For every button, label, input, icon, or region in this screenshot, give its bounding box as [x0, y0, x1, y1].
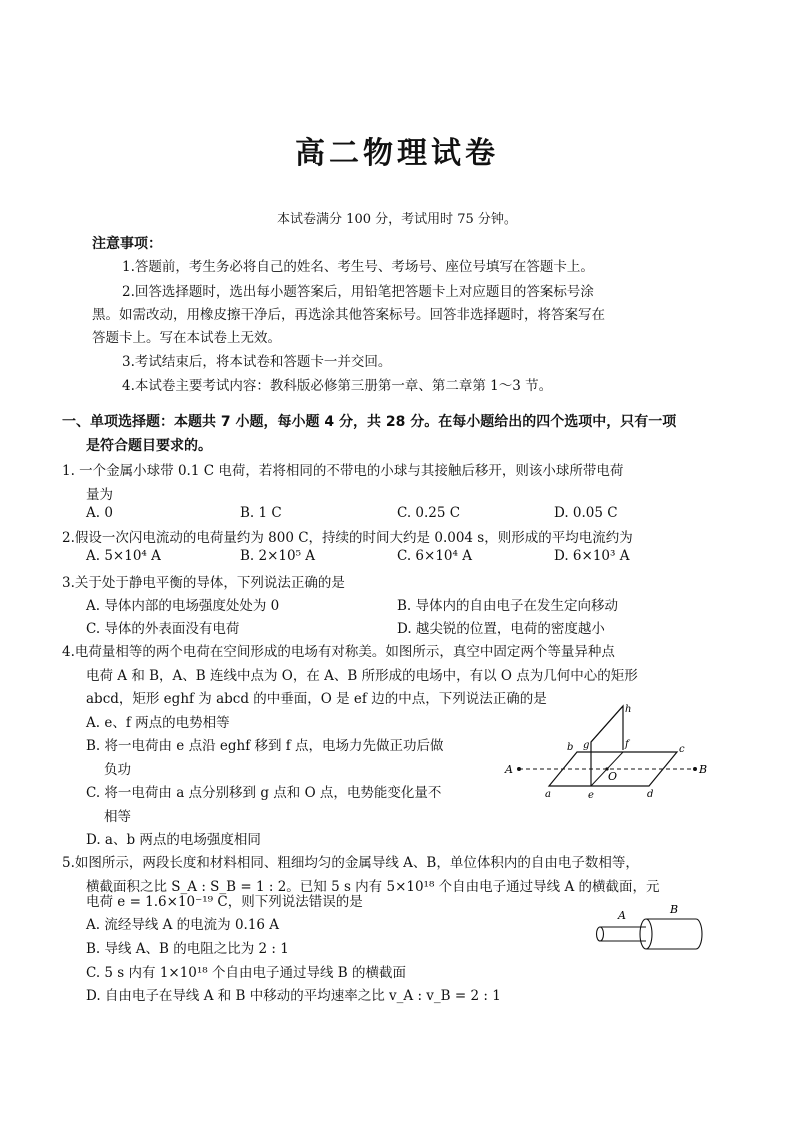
option-a: A. 流经导线 A 的电流为 0.16 A	[86, 917, 280, 933]
label-b-charge: B	[699, 763, 708, 776]
question-stem: abcd，矩形 eghf 为 abcd 的中垂面，O 是 ef 边的中点，下列说法正确的是	[86, 691, 547, 707]
option-c: C. 5 s 内有 1×10¹⁸ 个自由电子通过导线 B 的横截面	[86, 965, 407, 981]
question-stem: 4.电荷量相等的两个电荷在空间形成的电场有对称美。如图所示，真空中固定两个等量异种点	[62, 644, 615, 660]
option-c: C. 导体的外表面没有电荷	[86, 621, 240, 637]
option-d: D. 6×10³ A	[554, 548, 630, 564]
question-stem: 电荷 e = 1.6×10⁻¹⁹ C，则下列说法错误的是	[86, 894, 363, 910]
option-b: B. 2×10⁵ A	[240, 548, 316, 564]
question-stem: 量为	[86, 487, 113, 503]
label-c: c	[679, 744, 685, 755]
option-c: C. 0.25 C	[397, 505, 461, 521]
wire-diagram	[590, 905, 710, 955]
option-b: B. 将一电荷由 e 点沿 eghf 移到 f 点，电场力先做正功后做	[86, 738, 444, 754]
label-b: b	[567, 742, 574, 753]
notice-item: 3.考试结束后，将本试卷和答题卡一并交回。	[122, 354, 392, 370]
question-stem: 横截面积之比 S_A : S_B = 1 : 2。已知 5 s 内有 5×10¹⁸ 个自由电子通过导线 A 的横截面，元	[86, 879, 660, 895]
option-a: A. 5×10⁴ A	[86, 548, 161, 564]
option-b: B. 导线 A、B 的电阻之比为 2 : 1	[86, 941, 289, 957]
question-stem: 电荷 A 和 B，A、B 连线中点为 O，在 A、B 所形成的电场中，有以 O 点为几何中心的矩形	[86, 668, 638, 684]
question-stem: 5.如图所示，两段长度和材料相同、粗细均匀的金属导线 A、B，单位体积内的自由电子数相等，	[62, 855, 639, 871]
option-c-cont: 相等	[104, 809, 131, 825]
label-a-charge: A	[505, 763, 513, 776]
option-a: A. 导体内部的电场强度处处为 0	[86, 598, 280, 614]
wire-a-end	[597, 927, 604, 941]
label-e: e	[588, 790, 594, 801]
question-stem: 3.关于处于静电平衡的导体，下列说法正确的是	[62, 575, 345, 591]
question-stem: 2.假设一次闪电流动的电荷量约为 800 C，持续的时间大约是 0.004 s，则形成的平均电流约为	[62, 530, 633, 546]
option-d: D. 越尖锐的位置，电荷的密度越小	[397, 621, 605, 637]
option-d: D. 0.05 C	[554, 505, 618, 521]
notice-heading: 注意事项：	[92, 236, 162, 252]
notice-item: 2.回答选择题时，选出每小题答案后，用铅笔把答题卡上对应题目的答案标号涂	[122, 284, 594, 300]
rectangle-eghf	[591, 706, 623, 786]
exam-info: 本试卷满分 100 分，考试用时 75 分钟。	[277, 212, 517, 227]
notice-item: 答题卡上。写在本试卷上无效。	[92, 330, 281, 346]
label-h: h	[625, 704, 632, 715]
notice-item: 黑。如需改动，用橡皮擦干净后，再选涂其他答案标号。回答非选择题时，将答案写在	[92, 307, 605, 323]
option-b-cont: 负功	[104, 762, 131, 778]
section-heading-line: 是符合题目要求的。	[86, 438, 212, 454]
label-o: O	[608, 770, 618, 783]
notice-item: 4.本试卷主要考试内容：教科版必修第三册第一章、第二章第 1～3 节。	[122, 378, 553, 394]
label-wire-b: B	[670, 903, 679, 916]
question-stem: 1. 一个金属小球带 0.1 C 电荷，若将相同的不带电的小球与其接触后移开，则该小球所带电荷	[62, 463, 624, 479]
option-c: C. 6×10⁴ A	[397, 548, 472, 564]
charge-a	[517, 767, 521, 771]
page-title: 高二物理试卷	[295, 136, 499, 171]
wire-b-end	[696, 919, 702, 949]
edge-gh	[591, 706, 623, 742]
charge-b	[693, 767, 697, 771]
option-d: D. 自由电子在导线 A 和 B 中移动的平均速率之比 v_A : v_B = 2 : 1	[86, 988, 501, 1004]
field-diagram	[505, 700, 715, 805]
option-a: A. e、f 两点的电势相等	[86, 715, 230, 731]
option-d: D. a、b 两点的电场强度相同	[86, 832, 261, 848]
label-f: f	[625, 739, 629, 750]
label-g: g	[583, 740, 590, 751]
label-d: d	[647, 789, 654, 800]
option-c: C. 将一电荷由 a 点分别移到 g 点和 O 点，电势能变化量不	[86, 785, 442, 801]
wire-b-start	[640, 919, 652, 949]
option-b: B. 1 C	[240, 505, 282, 521]
label-a: a	[545, 789, 551, 800]
option-b: B. 导体内的自由电子在发生定向移动	[397, 598, 619, 614]
label-wire-a: A	[618, 909, 626, 922]
section-heading-line: 一、单项选择题：本题共 7 小题，每小题 4 分，共 28 分。在每小题给出的四个选项中，只有一项	[62, 414, 677, 430]
notice-item: 1.答题前，考生务必将自己的姓名、考生号、考场号、座位号填写在答题卡上。	[122, 259, 594, 275]
option-a: A. 0	[86, 505, 113, 521]
